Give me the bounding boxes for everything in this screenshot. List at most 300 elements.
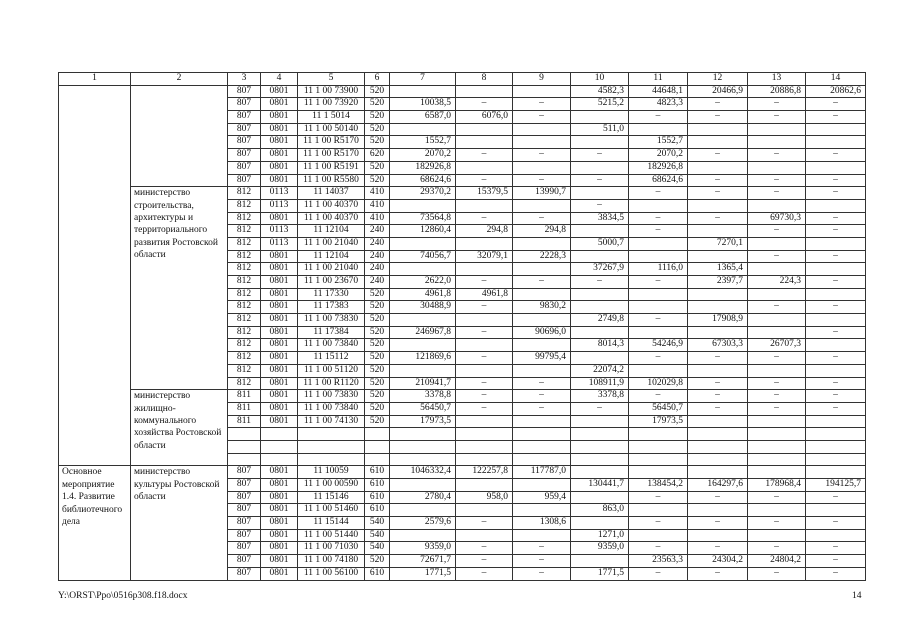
table-cell: 72671,7: [390, 555, 456, 568]
table-cell: –: [629, 225, 688, 238]
table-cell: [748, 326, 806, 339]
column-header-8: 8: [456, 73, 513, 86]
table-cell: [456, 85, 513, 98]
table-cell: [513, 415, 571, 428]
table-cell: 11 1 00 40370: [298, 212, 365, 225]
table-cell: –: [629, 542, 688, 555]
table-cell: –: [456, 326, 513, 339]
table-cell: [806, 364, 866, 377]
table-cell: [513, 364, 571, 377]
table-cell: 11 1 00 23670: [298, 276, 365, 289]
table-cell: 99795,4: [513, 352, 571, 365]
table-cell: [806, 161, 866, 174]
table-row: [59, 390, 866, 403]
table-cell: 12860,4: [390, 225, 456, 238]
table-cell: 2749,8: [571, 314, 629, 327]
table-cell: [748, 440, 806, 453]
table-cell: [261, 440, 298, 453]
table-cell: 11 1 00 73840: [298, 402, 365, 415]
table-cell: –: [806, 212, 866, 225]
table-cell: –: [806, 352, 866, 365]
table-cell: 69730,3: [748, 212, 806, 225]
table-cell: 8014,3: [571, 339, 629, 352]
table-cell: [571, 428, 629, 441]
table-cell: 1046332,4: [390, 466, 456, 479]
table-cell: [748, 123, 806, 136]
table-cell: –: [513, 111, 571, 124]
row-group-executor: министерство культуры Ростовской области: [131, 466, 228, 580]
table-row: [59, 85, 866, 98]
table-cell: 5215,2: [571, 98, 629, 111]
table-cell: 0801: [261, 339, 298, 352]
column-header-4: 4: [261, 73, 298, 86]
table-cell: 1116,0: [629, 263, 688, 276]
table-cell: –: [748, 174, 806, 187]
table-cell: [748, 314, 806, 327]
table-cell: 0801: [261, 364, 298, 377]
table-cell: 2780,4: [390, 491, 456, 504]
table-cell: 1771,5: [571, 567, 629, 580]
table-cell: [688, 415, 748, 428]
table-cell: [571, 440, 629, 453]
column-header-12: 12: [688, 73, 748, 86]
row-group-executor: [131, 85, 228, 187]
column-header-9: 9: [513, 73, 571, 86]
table-cell: [688, 225, 748, 238]
row-group-activity: Основное мероприятие 1.4. Развитие библиотечного дела: [59, 466, 131, 580]
table-cell: 0801: [261, 136, 298, 149]
table-cell: [298, 440, 365, 453]
budget-table: [58, 72, 866, 581]
table-cell: –: [456, 517, 513, 530]
table-cell: 240: [365, 237, 390, 250]
table-cell: 20886,8: [748, 85, 806, 98]
table-cell: [806, 339, 866, 352]
table-cell: –: [806, 402, 866, 415]
table-cell: 73564,8: [390, 212, 456, 225]
table-cell: 240: [365, 263, 390, 276]
table-cell: [748, 161, 806, 174]
table-cell: [806, 199, 866, 212]
table-cell: 811: [228, 390, 261, 403]
table-cell: [748, 415, 806, 428]
footer-file-path: Y:\ORST\Ppo\0516p308.f18.docx: [58, 591, 188, 601]
table-cell: [806, 415, 866, 428]
table-cell: [456, 199, 513, 212]
table-cell: –: [456, 567, 513, 580]
table-cell: –: [806, 225, 866, 238]
table-cell: [629, 428, 688, 441]
table-cell: 11 15144: [298, 517, 365, 530]
table-cell: [513, 479, 571, 492]
table-cell: [629, 466, 688, 479]
table-cell: 3834,5: [571, 212, 629, 225]
table-cell: 11 12104: [298, 225, 365, 238]
table-cell: 0801: [261, 390, 298, 403]
table-cell: 20862,6: [806, 85, 866, 98]
table-cell: 0801: [261, 123, 298, 136]
table-cell: 56450,7: [629, 402, 688, 415]
table-cell: 17908,9: [688, 314, 748, 327]
table-cell: –: [806, 542, 866, 555]
table-cell: 520: [365, 377, 390, 390]
table-cell: 0801: [261, 555, 298, 568]
table-cell: 807: [228, 149, 261, 162]
table-cell: 11 14037: [298, 187, 365, 200]
table-cell: [748, 504, 806, 517]
row-group-activity: [59, 85, 131, 466]
table-cell: [629, 440, 688, 453]
table-cell: 11 1 00 73830: [298, 390, 365, 403]
table-cell: –: [456, 352, 513, 365]
table-cell: [456, 339, 513, 352]
table-cell: [365, 428, 390, 441]
table-cell: 0801: [261, 212, 298, 225]
table-cell: 74056,7: [390, 250, 456, 263]
table-cell: –: [748, 98, 806, 111]
table-cell: [748, 453, 806, 466]
table-cell: –: [748, 111, 806, 124]
table-cell: 812: [228, 250, 261, 263]
table-cell: –: [688, 352, 748, 365]
table-cell: 811: [228, 415, 261, 428]
table-cell: 9830,2: [513, 301, 571, 314]
table-cell: 9359,0: [390, 542, 456, 555]
table-cell: 0801: [261, 149, 298, 162]
table-cell: [806, 288, 866, 301]
table-cell: –: [513, 212, 571, 225]
table-cell: [748, 288, 806, 301]
table-cell: 540: [365, 529, 390, 542]
table-cell: [688, 250, 748, 263]
table-cell: 0801: [261, 250, 298, 263]
table-cell: 807: [228, 466, 261, 479]
table-cell: 11 17383: [298, 301, 365, 314]
table-cell: 11 1 00 40370: [298, 199, 365, 212]
table-cell: [456, 123, 513, 136]
table-cell: [688, 453, 748, 466]
table-cell: 108911,9: [571, 377, 629, 390]
table-cell: [456, 529, 513, 542]
table-cell: –: [629, 111, 688, 124]
table-cell: 812: [228, 276, 261, 289]
table-cell: 11 1 00 R5170: [298, 136, 365, 149]
table-cell: 117787,0: [513, 466, 571, 479]
table-cell: [513, 339, 571, 352]
table-cell: 812: [228, 326, 261, 339]
table-cell: –: [806, 149, 866, 162]
table-cell: [571, 466, 629, 479]
table-cell: –: [806, 377, 866, 390]
table-cell: 812: [228, 212, 261, 225]
table-cell: [571, 352, 629, 365]
table-cell: 807: [228, 517, 261, 530]
table-cell: 44648,1: [629, 85, 688, 98]
table-cell: [571, 136, 629, 149]
table-cell: 11 1 00 00590: [298, 479, 365, 492]
table-cell: 0801: [261, 402, 298, 415]
table-cell: [748, 466, 806, 479]
table-cell: –: [571, 149, 629, 162]
table-cell: 520: [365, 288, 390, 301]
table-cell: 68624,6: [629, 174, 688, 187]
table-cell: 812: [228, 237, 261, 250]
table-row: [59, 187, 866, 200]
table-cell: [571, 415, 629, 428]
table-cell: 54246,9: [629, 339, 688, 352]
table-cell: 520: [365, 85, 390, 98]
table-cell: –: [456, 98, 513, 111]
table-cell: 2397,7: [688, 276, 748, 289]
table-cell: 610: [365, 479, 390, 492]
table-cell: 17973,5: [629, 415, 688, 428]
table-cell: [688, 161, 748, 174]
table-cell: [629, 288, 688, 301]
table-cell: 807: [228, 111, 261, 124]
table-cell: –: [748, 517, 806, 530]
table-cell: 4823,3: [629, 98, 688, 111]
table-cell: –: [629, 390, 688, 403]
column-header-1: 1: [59, 73, 131, 86]
table-cell: [806, 504, 866, 517]
table-cell: 37267,9: [571, 263, 629, 276]
table-cell: –: [688, 377, 748, 390]
table-cell: 6076,0: [456, 111, 513, 124]
table-cell: –: [748, 377, 806, 390]
table-cell: 246967,8: [390, 326, 456, 339]
table-cell: [456, 237, 513, 250]
table-cell: [806, 428, 866, 441]
table-cell: [806, 237, 866, 250]
table-cell: 520: [365, 339, 390, 352]
table-cell: 182926,8: [629, 161, 688, 174]
table-cell: 26707,3: [748, 339, 806, 352]
table-cell: [513, 314, 571, 327]
table-cell: 178968,4: [748, 479, 806, 492]
table-cell: –: [629, 212, 688, 225]
table-cell: [748, 263, 806, 276]
table-cell: [513, 504, 571, 517]
table-cell: 410: [365, 199, 390, 212]
table-cell: 807: [228, 98, 261, 111]
table-cell: [688, 123, 748, 136]
table-cell: –: [688, 542, 748, 555]
table-cell: 812: [228, 314, 261, 327]
table-cell: 29370,2: [390, 187, 456, 200]
table-cell: 812: [228, 339, 261, 352]
page-number: 14: [852, 591, 862, 601]
table-cell: 210941,7: [390, 377, 456, 390]
table-cell: 11 15112: [298, 352, 365, 365]
table-cell: 2228,3: [513, 250, 571, 263]
table-cell: [748, 364, 806, 377]
table-cell: [365, 453, 390, 466]
table-cell: 11 1 00 R5191: [298, 161, 365, 174]
table-cell: 11 1 00 74180: [298, 555, 365, 568]
table-cell: [688, 529, 748, 542]
table-cell: 812: [228, 301, 261, 314]
table-cell: –: [571, 276, 629, 289]
column-header-13: 13: [748, 73, 806, 86]
table-cell: 2622,0: [390, 276, 456, 289]
table-cell: [456, 263, 513, 276]
table-cell: 11 1 5014: [298, 111, 365, 124]
column-header-2: 2: [131, 73, 228, 86]
table-cell: [806, 136, 866, 149]
table-cell: 807: [228, 491, 261, 504]
table-cell: 240: [365, 225, 390, 238]
table-cell: [748, 237, 806, 250]
table-cell: –: [456, 377, 513, 390]
table-cell: 0801: [261, 326, 298, 339]
table-cell: –: [806, 390, 866, 403]
table-cell: 67303,3: [688, 339, 748, 352]
table-cell: 20466,9: [688, 85, 748, 98]
table-cell: 32079,1: [456, 250, 513, 263]
table-cell: 807: [228, 567, 261, 580]
table-cell: 511,0: [571, 123, 629, 136]
table-cell: 1308,6: [513, 517, 571, 530]
table-cell: 540: [365, 542, 390, 555]
table-cell: [261, 428, 298, 441]
table-cell: [456, 364, 513, 377]
table-cell: 520: [365, 326, 390, 339]
table-cell: 958,0: [456, 491, 513, 504]
table-cell: 11 1 00 21040: [298, 237, 365, 250]
table-cell: –: [513, 149, 571, 162]
table-cell: 11 1 00 21040: [298, 263, 365, 276]
table-cell: 959,4: [513, 491, 571, 504]
table-cell: [688, 288, 748, 301]
table-cell: [688, 504, 748, 517]
table-cell: 90696,0: [513, 326, 571, 339]
table-cell: [365, 440, 390, 453]
table-cell: 138454,2: [629, 479, 688, 492]
table-cell: –: [688, 567, 748, 580]
table-cell: 4961,8: [456, 288, 513, 301]
table-cell: –: [629, 517, 688, 530]
table-cell: [513, 237, 571, 250]
table-cell: –: [748, 352, 806, 365]
column-header-6: 6: [365, 73, 390, 86]
column-header-7: 7: [390, 73, 456, 86]
table-cell: 807: [228, 529, 261, 542]
table-cell: 0801: [261, 111, 298, 124]
table-cell: 164297,6: [688, 479, 748, 492]
table-cell: –: [456, 402, 513, 415]
table-cell: 807: [228, 136, 261, 149]
table-cell: 11 1 00 56100: [298, 567, 365, 580]
table-cell: [629, 504, 688, 517]
table-cell: 0801: [261, 529, 298, 542]
table-cell: 11 17330: [298, 288, 365, 301]
table-cell: [513, 199, 571, 212]
table-cell: 15379,5: [456, 187, 513, 200]
table-cell: –: [629, 314, 688, 327]
table-cell: [571, 111, 629, 124]
table-cell: 0801: [261, 174, 298, 187]
table-cell: 0801: [261, 161, 298, 174]
table-cell: [298, 428, 365, 441]
table-cell: [390, 479, 456, 492]
table-cell: –: [748, 402, 806, 415]
table-cell: 0801: [261, 517, 298, 530]
column-header-10: 10: [571, 73, 629, 86]
table-cell: –: [748, 301, 806, 314]
table-cell: [390, 428, 456, 441]
table-cell: 807: [228, 85, 261, 98]
table-cell: 11 1 00 R1120: [298, 377, 365, 390]
table-cell: 0113: [261, 225, 298, 238]
table-cell: [456, 161, 513, 174]
table-cell: [456, 415, 513, 428]
table-cell: [390, 199, 456, 212]
table-cell: 4582,3: [571, 85, 629, 98]
table-cell: 0801: [261, 377, 298, 390]
table-cell: –: [688, 98, 748, 111]
table-cell: 11 17384: [298, 326, 365, 339]
table-cell: 520: [365, 402, 390, 415]
table-cell: [390, 529, 456, 542]
table-cell: –: [456, 542, 513, 555]
table-cell: [513, 263, 571, 276]
column-header-3: 3: [228, 73, 261, 86]
table-cell: –: [513, 567, 571, 580]
table-cell: –: [629, 187, 688, 200]
table-cell: [571, 250, 629, 263]
table-cell: –: [629, 276, 688, 289]
table-cell: 0801: [261, 504, 298, 517]
table-cell: –: [688, 149, 748, 162]
table-cell: [390, 339, 456, 352]
table-cell: 610: [365, 491, 390, 504]
table-cell: –: [629, 491, 688, 504]
table-cell: [571, 288, 629, 301]
table-cell: 520: [365, 98, 390, 111]
table-cell: –: [688, 402, 748, 415]
table-cell: [456, 314, 513, 327]
table-cell: [456, 428, 513, 441]
table-cell: 0801: [261, 415, 298, 428]
row-group-executor: министерство строительства, архитектуры и территориального развития Ростовской области: [131, 187, 228, 390]
table-cell: [513, 123, 571, 136]
table-cell: 812: [228, 263, 261, 276]
table-cell: 5000,7: [571, 237, 629, 250]
table-cell: [571, 491, 629, 504]
table-cell: –: [513, 276, 571, 289]
table-cell: 102029,8: [629, 377, 688, 390]
table-cell: 11 1 00 73920: [298, 98, 365, 111]
table-cell: [629, 326, 688, 339]
table-cell: 11 1 00 R5170: [298, 149, 365, 162]
table-cell: –: [806, 555, 866, 568]
table-cell: [688, 440, 748, 453]
table-cell: [806, 529, 866, 542]
table-cell: 224,3: [748, 276, 806, 289]
table-cell: –: [806, 174, 866, 187]
table-cell: [806, 314, 866, 327]
table-cell: –: [571, 199, 629, 212]
table-cell: [513, 288, 571, 301]
table-cell: –: [806, 98, 866, 111]
table-cell: 10038,5: [390, 98, 456, 111]
table-cell: –: [571, 174, 629, 187]
table-cell: 240: [365, 250, 390, 263]
table-cell: [390, 440, 456, 453]
table-cell: 520: [365, 415, 390, 428]
table-cell: –: [748, 491, 806, 504]
table-body: [59, 85, 866, 580]
